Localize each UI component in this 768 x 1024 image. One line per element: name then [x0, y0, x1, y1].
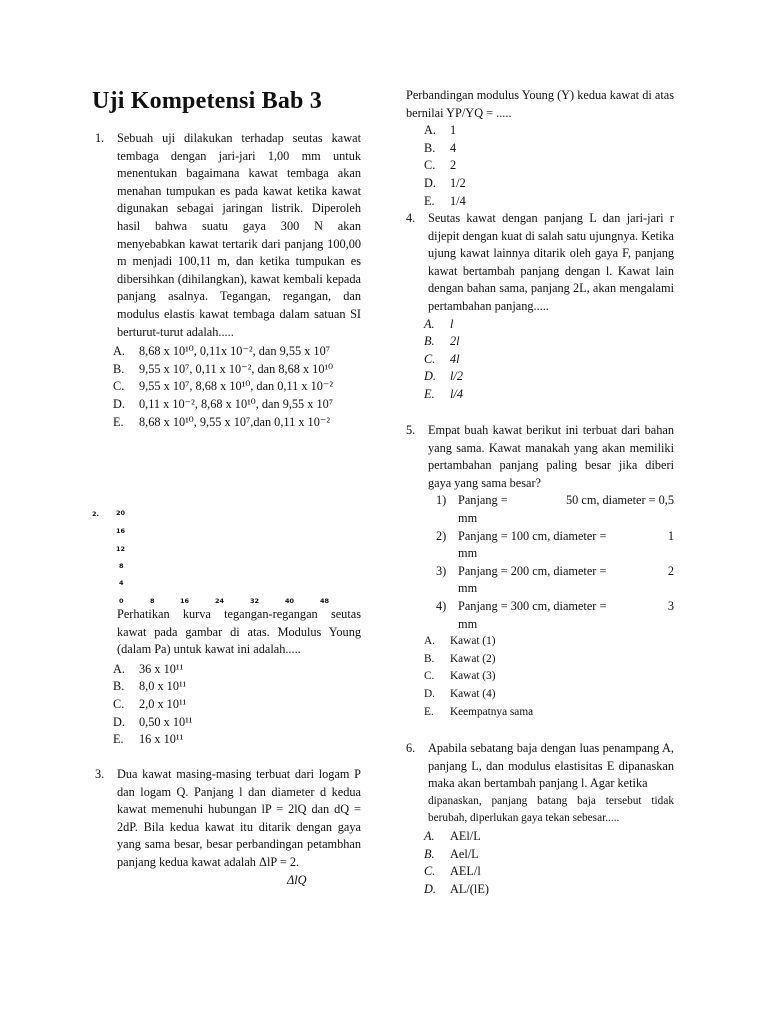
- option-text: l/2: [450, 369, 463, 384]
- option-text: AEL/l: [450, 864, 481, 879]
- option-letter: E.: [424, 386, 435, 401]
- option-d[interactable]: [424, 368, 674, 386]
- option-a[interactable]: [424, 122, 674, 140]
- option-b[interactable]: [113, 361, 361, 379]
- option-text: 1/2: [450, 175, 466, 190]
- item-text: 2: [667, 563, 674, 578]
- option-text: 1/4: [450, 193, 466, 208]
- question-4: [406, 210, 674, 404]
- option-text: 2,0 x 10¹¹: [139, 696, 187, 711]
- option-e[interactable]: [424, 386, 674, 404]
- item-text: 3: [667, 598, 674, 613]
- question-1: [95, 130, 361, 431]
- item-number: 3): [436, 563, 447, 578]
- option-d[interactable]: [113, 396, 361, 414]
- y-tick-label: 4: [119, 579, 124, 587]
- option-letter: D.: [424, 687, 435, 700]
- option-letter: C.: [424, 864, 436, 879]
- question-stem: Perbandingan modulus Young (Y) kedua kawat di atas bernilai YP/YQ = .....: [406, 88, 674, 120]
- item-text: Panjang =: [458, 493, 508, 508]
- option-a[interactable]: [113, 343, 361, 361]
- item-unit: mm: [458, 581, 478, 596]
- option-d[interactable]: [424, 686, 674, 704]
- option-text: Ael/L: [450, 846, 479, 861]
- option-text: 36 x 10¹¹: [139, 661, 184, 676]
- option-letter: D.: [113, 714, 125, 729]
- option-b[interactable]: [424, 333, 674, 351]
- option-e[interactable]: [113, 414, 361, 432]
- x-tick-label: 48: [320, 597, 330, 605]
- answer-options: [113, 343, 361, 431]
- option-text: Kawat (3): [450, 670, 496, 683]
- wire-item: [410, 598, 674, 633]
- answer-options: [424, 122, 674, 210]
- option-letter: C.: [113, 379, 125, 394]
- option-text: 1: [450, 123, 457, 138]
- option-text: 0,50 x 10¹¹: [139, 714, 193, 729]
- question-stem: Seutas kawat dengan panjang L dan jari-jari r dijepit dengan kuat di salah satu ujungnya. Ketika ujung kawat lainnya ditarik oleh gaya F, panjang kawat bertambah panjang dengan l. Kawat lain dengan bahan sama, panjang 2L, akan mengalami pertambahan panjang.....: [428, 211, 674, 313]
- item-text: 1: [667, 528, 674, 543]
- option-letter: A.: [424, 828, 435, 843]
- option-letter: C.: [424, 670, 435, 683]
- option-letter: B.: [113, 361, 125, 376]
- option-letter: A.: [424, 635, 435, 648]
- option-a[interactable]: [424, 316, 674, 334]
- y-tick-label: 12: [116, 545, 126, 553]
- option-b[interactable]: [424, 846, 674, 864]
- option-letter: C.: [424, 158, 436, 173]
- option-text: 16 x 10¹¹: [139, 732, 184, 747]
- option-text: 8,68 x 10¹⁰, 9,55 x 10⁷,dan 0,11 x 10⁻²: [139, 414, 331, 429]
- x-tick-label: 32: [250, 597, 260, 605]
- option-a[interactable]: [113, 661, 361, 679]
- option-letter: C.: [113, 696, 125, 711]
- question-6: [406, 740, 674, 898]
- option-d[interactable]: [424, 881, 674, 899]
- option-text: 2: [450, 158, 457, 173]
- wire-item: [410, 492, 674, 527]
- option-letter: A.: [424, 123, 436, 138]
- item-unit: mm: [458, 546, 478, 561]
- item-number: 2): [436, 528, 447, 543]
- option-b[interactable]: [424, 651, 674, 669]
- option-d[interactable]: [424, 175, 674, 193]
- answer-options: [424, 633, 674, 721]
- item-text: Panjang = 200 cm, diameter =: [458, 563, 607, 578]
- option-c[interactable]: [424, 351, 674, 369]
- option-text: 8,0 x 10¹¹: [139, 679, 187, 694]
- option-letter: B.: [424, 846, 435, 861]
- option-text: 9,55 x 10⁷, 0,11 x 10⁻², dan 8,68 x 10¹⁰: [139, 361, 334, 376]
- x-tick-label: 24: [215, 597, 225, 605]
- option-letter: E.: [113, 414, 124, 429]
- option-letter: B.: [113, 679, 125, 694]
- option-e[interactable]: [113, 731, 361, 749]
- option-text: l/4: [450, 386, 463, 401]
- option-e[interactable]: [424, 193, 674, 211]
- x-tick-label: 0: [119, 597, 124, 605]
- answer-options: [113, 661, 361, 749]
- question-stem: Empat buah kawat berikut ini terbuat dari bahan yang sama. Kawat manakah yang akan memiliki pertambahan panjang paling besar jika diberi gaya yang sama besar?: [428, 423, 674, 490]
- option-letter: D.: [424, 369, 436, 384]
- option-text: 0,11 x 10⁻², 8,68 x 10¹⁰, dan 9,55 x 10⁷: [139, 396, 334, 411]
- question-3-continued: [406, 87, 674, 210]
- question-number: 2.: [92, 510, 99, 518]
- question-stem: Dua kawat masing-masing terbuat dari logam P dan logam Q. Panjang l dan diameter d kedua kawat memenuhi hubungan lP = 2lQ dan dQ = 2dP. Bila kedua kawat itu ditarik dengan gaya yang sama besar, besar perbandingan petambhan panjang kedua kawat adalah ΔlP = 2.: [117, 767, 361, 869]
- y-tick-label: 20: [116, 509, 126, 517]
- option-text: AEl/L: [450, 828, 481, 843]
- answer-options: [424, 316, 674, 404]
- item-unit: mm: [458, 616, 478, 631]
- answer-options: [424, 828, 674, 898]
- wire-item: [410, 528, 674, 563]
- x-tick-label: 16: [180, 597, 190, 605]
- option-text: AL/(lE): [450, 881, 489, 896]
- option-d[interactable]: [113, 714, 361, 732]
- option-text: l: [450, 316, 454, 331]
- question-stem: Sebuah uji dilakukan terhadap seutas kawat tembaga dengan jari-jari 1,00 mm untuk menentukan bagaimana kawat tembaga akan menahan tumpukan es pada kawat ketika kawat digunakan sebagai jaringan listrik. Diperoleh hasil bahwa suatu gaya 300 N akan menyebabkan kawat tertarik dari panjang 100,00 m menjadi 100,11 m, dan ketika tumpukan es dibersihkan (dihilangkan), kawat kembali kepada panjang asalnya. Tegangan, regangan, dan modulus elastis kawat tembaga dalam satuan SI berturut-turut adalah.....: [117, 131, 361, 339]
- item-number: 1): [436, 493, 447, 508]
- question-number: 1.: [95, 131, 105, 145]
- option-c[interactable]: [424, 668, 674, 686]
- question-stem: Perhatikan kurva tegangan-regangan seutas kawat pada gambar di atas. Modulus Young (dalam Pa) untuk kawat ini adalah.....: [117, 607, 361, 657]
- item-text: Panjang = 100 cm, diameter =: [458, 528, 607, 543]
- page-title: Uji Kompetensi Bab 3: [92, 88, 323, 114]
- question-number: 4.: [406, 211, 416, 225]
- question-stem-continued: dipanaskan, panjang batang baja tersebut tidak berubah, diperlukan gaya tekan sebesar.....: [428, 794, 674, 825]
- option-c[interactable]: [424, 157, 674, 175]
- option-a[interactable]: [424, 633, 674, 651]
- question-5: [406, 422, 674, 721]
- question-2: [113, 606, 361, 749]
- fraction-denominator: ΔlQ: [287, 872, 307, 887]
- option-c[interactable]: [424, 863, 674, 881]
- option-letter: E.: [113, 732, 124, 747]
- option-text: 2l: [450, 334, 460, 349]
- wire-item: [410, 563, 674, 598]
- option-letter: E.: [424, 193, 435, 208]
- option-b[interactable]: [424, 140, 674, 158]
- option-letter: A.: [113, 661, 125, 676]
- y-tick-label: 8: [119, 562, 124, 570]
- question-number: 3.: [95, 767, 105, 781]
- option-letter: B.: [424, 334, 435, 349]
- option-text: Kawat (2): [450, 652, 496, 665]
- option-text: 4: [450, 140, 457, 155]
- question-3: [95, 766, 361, 889]
- option-c[interactable]: [113, 378, 361, 396]
- option-e[interactable]: [424, 704, 674, 722]
- option-letter: C.: [424, 351, 436, 366]
- item-text: Panjang = 300 cm, diameter =: [458, 598, 607, 613]
- option-c[interactable]: [113, 696, 361, 714]
- option-text: 9,55 x 10⁷, 8,68 x 10¹⁰, dan 0,11 x 10⁻²: [139, 379, 334, 394]
- question-number: 6.: [406, 741, 416, 755]
- option-text: Kawat (1): [450, 635, 496, 648]
- option-letter: A.: [424, 316, 435, 331]
- option-letter: D.: [113, 396, 125, 411]
- option-letter: A.: [113, 344, 125, 359]
- item-text: 50 cm, diameter = 0,5: [565, 493, 674, 508]
- option-text: Kawat (4): [450, 687, 496, 700]
- option-text: 4l: [450, 351, 460, 366]
- question-stem: Apabila sebatang baja dengan luas penampang A, panjang L, dan modulus elastisitas E dipanaskan maka akan bertambah panjang l. Agar ketika: [428, 741, 674, 791]
- question-number: 5.: [406, 423, 416, 437]
- option-letter: D.: [424, 175, 436, 190]
- x-tick-label: 40: [285, 597, 295, 605]
- option-a[interactable]: [424, 828, 674, 846]
- option-letter: D.: [424, 881, 436, 896]
- option-letter: B.: [424, 652, 435, 665]
- option-letter: E.: [424, 705, 434, 718]
- item-unit: mm: [458, 510, 478, 525]
- option-letter: B.: [424, 140, 436, 155]
- x-tick-label: 8: [150, 597, 155, 605]
- option-b[interactable]: [113, 678, 361, 696]
- option-text: Keempatnya sama: [450, 705, 534, 718]
- wire-list: [410, 492, 674, 633]
- item-number: 4): [436, 598, 447, 613]
- option-text: 8,68 x 10¹⁰, 0,11x 10⁻², dan 9,55 x 10⁷: [139, 344, 331, 359]
- y-tick-label: 16: [116, 527, 126, 535]
